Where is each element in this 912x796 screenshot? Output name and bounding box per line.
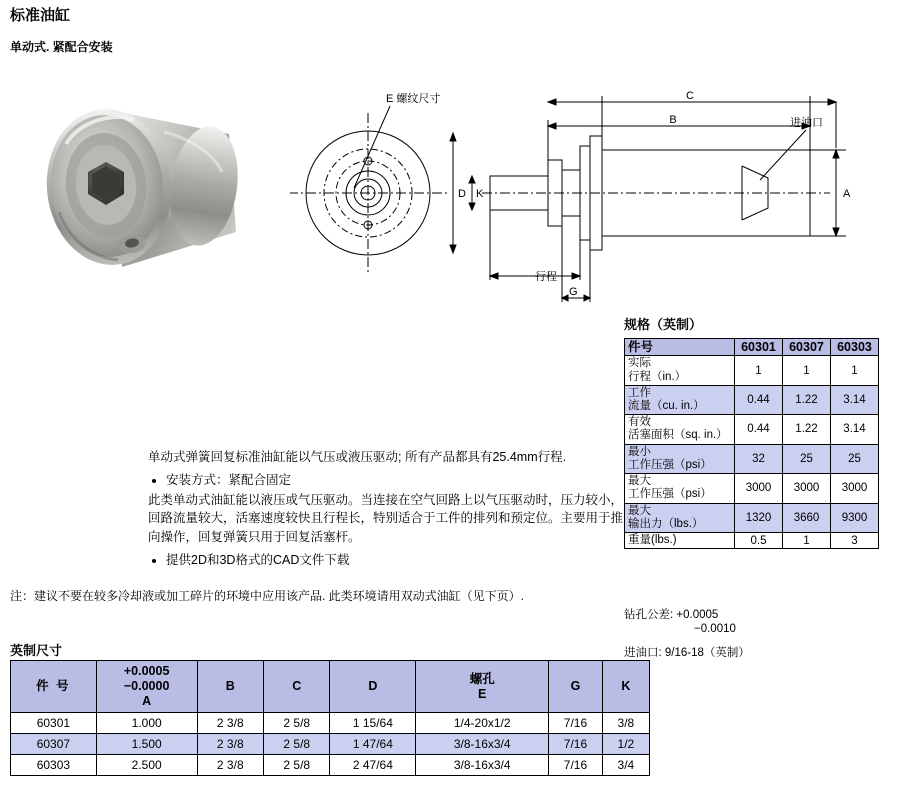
cell-K: 3/4 [602,755,649,776]
spec-label-line2: 工作压强（psi） [628,488,712,501]
cell-D: 1 15/64 [330,713,416,734]
spec-cell: 3.14 [831,415,879,444]
cell-B: 2 3/8 [197,713,263,734]
spec-cell: 9300 [831,503,879,532]
col-B: B [197,661,263,713]
spec-col-1: 60301 [735,339,783,356]
spec-table-heading: 规格（英制） [624,317,703,332]
drawing-label-thread: E 螺纹尺寸 [386,93,441,105]
cell-G: 7/16 [549,755,603,776]
product-photo [14,62,276,292]
spec-cell: 1.22 [783,415,831,444]
cell-C: 2 5/8 [264,713,330,734]
table-row [11,713,650,734]
spec-cell: 1 [831,356,879,385]
detail-paragraph: 此类单动式油缸能以液压或气压驱动。当连接在空气回路上以气压驱动时，压力较小，回路流量较大，活塞速度较快且行程长，特别适合于工件的排列和预定位。主要用于推向操作，回复弹簧只用于回复活塞杆。 [148,492,624,544]
cell-K: 1/2 [602,734,649,755]
col-E: 螺孔 E [416,661,549,713]
drawing-label-K: K [476,188,484,200]
spec-cell: 3000 [783,474,831,503]
spec-row-label [625,415,735,444]
drawing-label-C: C [686,90,694,102]
spec-col-3: 60303 [831,339,879,356]
col-K: K [602,661,649,713]
spec-cell: 1 [735,356,783,385]
table-header-row [11,661,650,713]
cell-C: 2 5/8 [264,755,330,776]
spec-cell: 32 [735,444,783,473]
cell-G: 7/16 [549,713,603,734]
cell-A: 1.500 [96,734,197,755]
col-part-number: 件 号 [11,661,97,713]
cell-B: 2 3/8 [197,734,263,755]
spec-col-2: 60307 [783,339,831,356]
spec-row-label: 重量(lbs.) [625,533,735,549]
imperial-dimensions-table [10,660,650,776]
cell-B: 2 3/8 [197,755,263,776]
tolerance-note [624,608,736,637]
col-G: G [549,661,603,713]
spec-cell: 1320 [735,503,783,532]
drawing-label-G: G [569,286,578,298]
table-row [625,415,879,444]
cell-part-number: 60307 [11,734,97,755]
list-item: • 提供2D和3D格式的CAD文件下载 [166,551,628,570]
cell-G: 7/16 [549,734,603,755]
spec-cell: 3 [831,533,879,549]
spec-table [624,338,879,549]
table-row [625,503,879,532]
spec-cell: 1 [783,533,831,549]
spec-row-label [625,356,735,385]
spec-label-line1: 最大 [628,475,651,488]
spec-label-line2: 流量（cu. in.） [628,400,705,413]
spec-cell: 3.14 [831,385,879,414]
spec-cell: 1 [783,356,831,385]
tolerance-line-1: 钻孔公差: +0.0005 [624,609,719,621]
technical-drawing [290,58,900,308]
cell-part-number: 60303 [11,755,97,776]
col-D: D [330,661,416,713]
spec-cell: 0.44 [735,385,783,414]
table-row [11,755,650,776]
cell-K: 3/8 [602,713,649,734]
body-text [148,448,628,571]
spec-row-label [625,474,735,503]
feature-list-2 [148,551,628,570]
intro-paragraph: 单动式弹簧回复标准油缸能以气压或液压驱动; 所有产品都具有25.4mm行程. [148,450,567,464]
spec-cell: 0.44 [735,415,783,444]
cell-C: 2 5/8 [264,734,330,755]
port-note: 进油口: 9/16-18（英制） [624,647,750,659]
cell-E: 3/8-16x3/4 [416,734,549,755]
cell-D: 2 47/64 [330,755,416,776]
cell-E: 3/8-16x3/4 [416,755,549,776]
page-subtitle: 单动式. 紧配合安装 [10,40,113,54]
spec-row-label [625,385,735,414]
cell-A: 1.000 [96,713,197,734]
cell-E: 1/4-20x1/2 [416,713,549,734]
warning-note: 注：建议不要在较多冷却液或加工碎片的环境中应用该产品. 此类环境请用双动式油缸（见下页）. [10,589,525,603]
spec-cell: 3000 [735,474,783,503]
table-row [11,734,650,755]
spec-label-line2: 活塞面积（sq. in.） [628,429,728,442]
spec-label-line1: 最小 [628,445,651,458]
spec-col-0: 件号 [625,339,735,356]
drawing-label-stroke: 行程 [535,271,557,283]
table-row [625,385,879,414]
table-row [625,533,879,549]
spec-label-line2: 输出力（lbs.） [628,517,704,530]
cell-D: 1 47/64 [330,734,416,755]
spec-label-line1: 工作 [628,386,651,399]
list-item: • 安装方式：紧配合固定 [166,471,628,490]
table-row [625,474,879,503]
col-A: +0.0005 −0.0000 A [96,661,197,713]
spec-label-line2: 行程（in.） [628,370,687,383]
spec-label-line1: 最大 [628,504,651,517]
spec-cell: 0.5 [735,533,783,549]
table-row [625,444,879,473]
spec-cell: 1.22 [783,385,831,414]
drawing-label-B: B [669,114,677,126]
drawing-label-A: A [843,188,851,200]
spec-row-label [625,444,735,473]
spec-cell: 3660 [783,503,831,532]
col-C: C [264,661,330,713]
drawing-label-port: 进油口 [790,117,823,129]
spec-cell: 3000 [831,474,879,503]
spec-row-label [625,503,735,532]
spec-label-line2: 工作压强（psi） [628,458,712,471]
spec-cell: 25 [783,444,831,473]
page-title: 标准油缸 [10,7,71,24]
tolerance-line-2: −0.0010 [694,623,736,636]
drawing-label-D: D [458,188,466,200]
spec-label-line1: 实际 [628,357,651,370]
spec-label-line1: 有效 [628,416,651,429]
spec-cell: 25 [831,444,879,473]
cell-part-number: 60301 [11,713,97,734]
feature-list [148,471,628,490]
imperial-table-heading: 英制尺寸 [10,643,63,658]
cell-A: 2.500 [96,755,197,776]
table-row [625,356,879,385]
